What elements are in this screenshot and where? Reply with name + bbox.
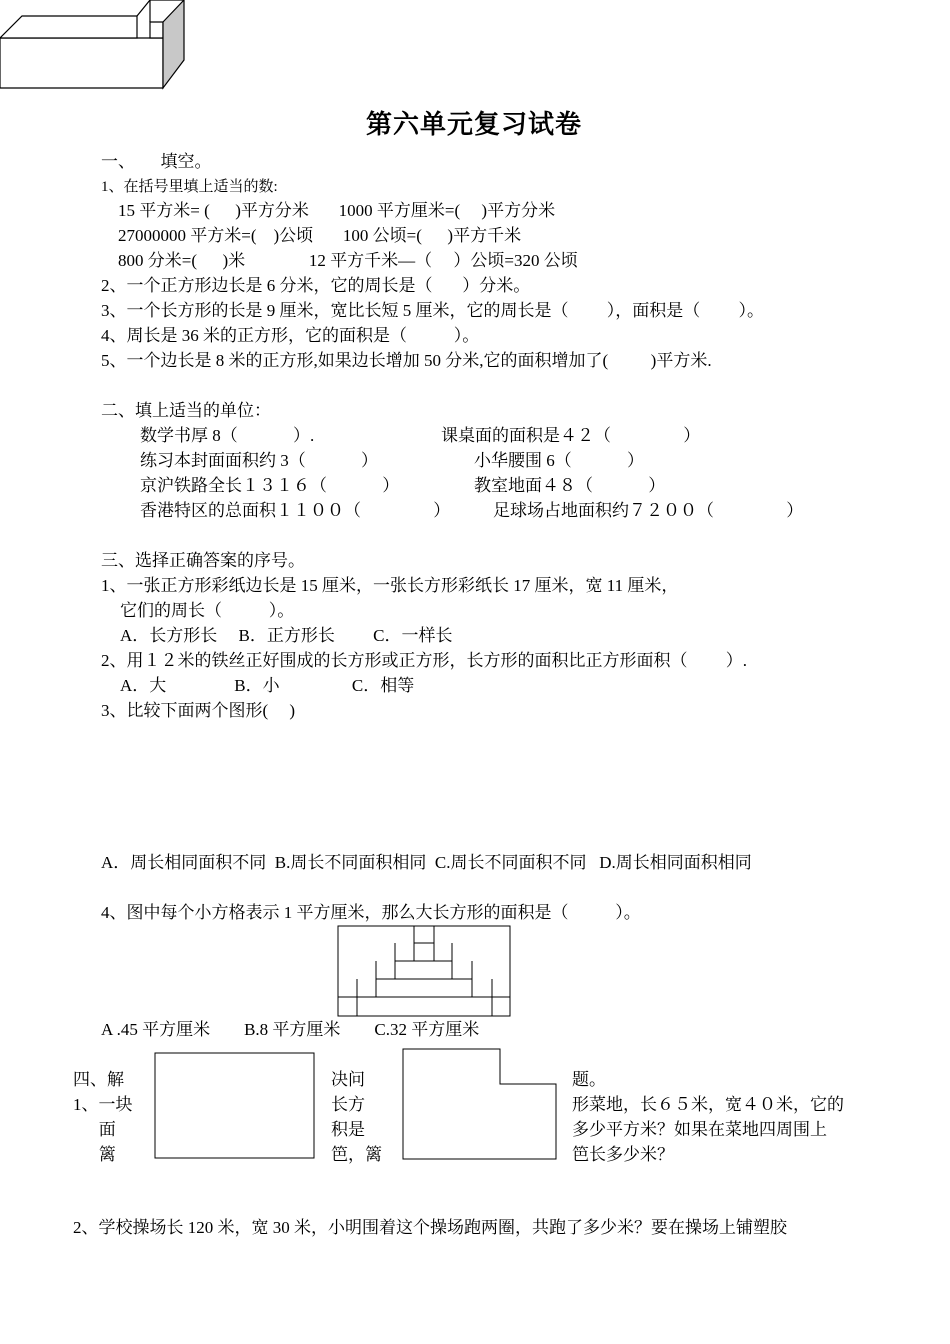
s2-row4-left: 香港特区的总面积１１００（ ） bbox=[140, 501, 451, 520]
s3-question-4: 4、图中每个小方格表示 1 平方厘米，那么大长方形的面积是（ ）。 bbox=[101, 903, 641, 922]
box-3d-figure bbox=[0, 0, 184, 88]
s4-col3-line4: 笆长多少米？ bbox=[572, 1145, 674, 1164]
s2-row3-left: 京沪铁路全长１３１６（ ） bbox=[140, 476, 400, 495]
s1-question-5: 5、一个边长是 8 米的正方形,如果边长增加 50 分米,它的面积增加了( )平方米. bbox=[101, 351, 712, 370]
s1-q1-line-c: 800 分米=( )米 12 平方千米—（ ）公顷=320 公顷 bbox=[118, 251, 578, 270]
s4-col1-line1: 四、解 bbox=[73, 1070, 124, 1089]
page-title: 第六单元复习试卷 bbox=[366, 110, 583, 139]
s1-q1-line-b: 27000000 平方米=( )公顷 100 公顷=( )平方千米 bbox=[118, 226, 522, 245]
section3-heading: 三、选择正确答案的序号。 bbox=[101, 551, 305, 570]
section2-heading: 二、填上适当的单位： bbox=[101, 401, 271, 420]
s4-col2-line4: 笆，篱 bbox=[331, 1145, 382, 1164]
l-shape-figure bbox=[403, 1049, 556, 1159]
s4-col2-line2: 长方 bbox=[331, 1095, 365, 1114]
s3-q2-options: A．大 B．小 C．相等 bbox=[120, 676, 415, 695]
s4-col1-line2: 1、一块 bbox=[73, 1095, 133, 1114]
s1-question-2: 2、一个正方形边长是 6 分米，它的周长是（ ）分米。 bbox=[101, 276, 531, 295]
s4-col1-line4: 篱 bbox=[86, 1145, 116, 1164]
s4-col3-line3: 多少平方米？如果在菜地四周围上 bbox=[572, 1120, 827, 1139]
s3-question-1: 1、一张正方形彩纸边长是 15 厘米，一张长方形彩纸长 17 厘米，宽 11 厘米， bbox=[101, 576, 679, 595]
grid-staircase-figure bbox=[338, 926, 510, 1016]
s2-row4-right: 足球场占地面积约７２００（ ） bbox=[493, 501, 804, 520]
s1-question-4: 4、周长是 36 米的正方形，它的面积是（ ）。 bbox=[101, 326, 480, 345]
s1-question-3: 3、一个长方形的长是 9 厘米，宽比长短 5 厘米，它的周长是（ ），面积是（ ）。 bbox=[101, 301, 764, 320]
s3-question-1-cont: 它们的周长（ ）。 bbox=[120, 601, 295, 620]
s3-q3-options: A．周长相同面积不同 B.周长不同面积相同 C.周长不同面积不同 D.周长相同面积相同 bbox=[101, 853, 752, 872]
section1-heading: 一、 填空。 bbox=[101, 152, 212, 171]
s3-question-3: 3、比较下面两个图形( ) bbox=[101, 701, 296, 720]
s4-col3-line2: 形菜地，长６５米，宽４０米，它的 bbox=[572, 1095, 844, 1114]
s4-question-2: 2、学校操场长 120 米，宽 30 米，小明围着这个操场跑两圈，共跑了多少米？要在操场上铺塑胶 bbox=[73, 1218, 787, 1237]
s2-row1-left: 数学书厚 8（ ）. bbox=[140, 426, 315, 445]
s2-row2-right: 小华腰围 6（ ） bbox=[474, 451, 644, 470]
s4-col1-line3: 面 bbox=[86, 1120, 116, 1139]
s2-row1-right: 课桌面的面积是４２（ ） bbox=[441, 426, 701, 445]
s4-col2-line3: 积是 bbox=[331, 1120, 365, 1139]
s3-q1-options: A．长方形长 B．正方形长 C．一样长 bbox=[120, 626, 453, 645]
s2-row3-right: 教室地面４８（ ） bbox=[474, 476, 666, 495]
s2-row2-left: 练习本封面面积约 3（ ） bbox=[140, 451, 378, 470]
s3-q4-options: A .45 平方厘米 B.8 平方厘米 C.32 平方厘米 bbox=[101, 1020, 480, 1039]
rectangle-figure bbox=[155, 1053, 314, 1158]
s3-question-2: 2、用１２米的铁丝正好围成的长方形或正方形，长方形的面积比正方形面积（ ）. bbox=[101, 651, 747, 670]
s4-col2-line1: 决问 bbox=[331, 1070, 365, 1089]
s4-col3-line1: 题。 bbox=[572, 1070, 606, 1089]
s1-question-1: 1、在括号里填上适当的数: bbox=[101, 179, 278, 195]
s1-q1-line-a: 15 平方米= ( )平方分米 1000 平方厘米=( )平方分米 bbox=[118, 201, 556, 220]
